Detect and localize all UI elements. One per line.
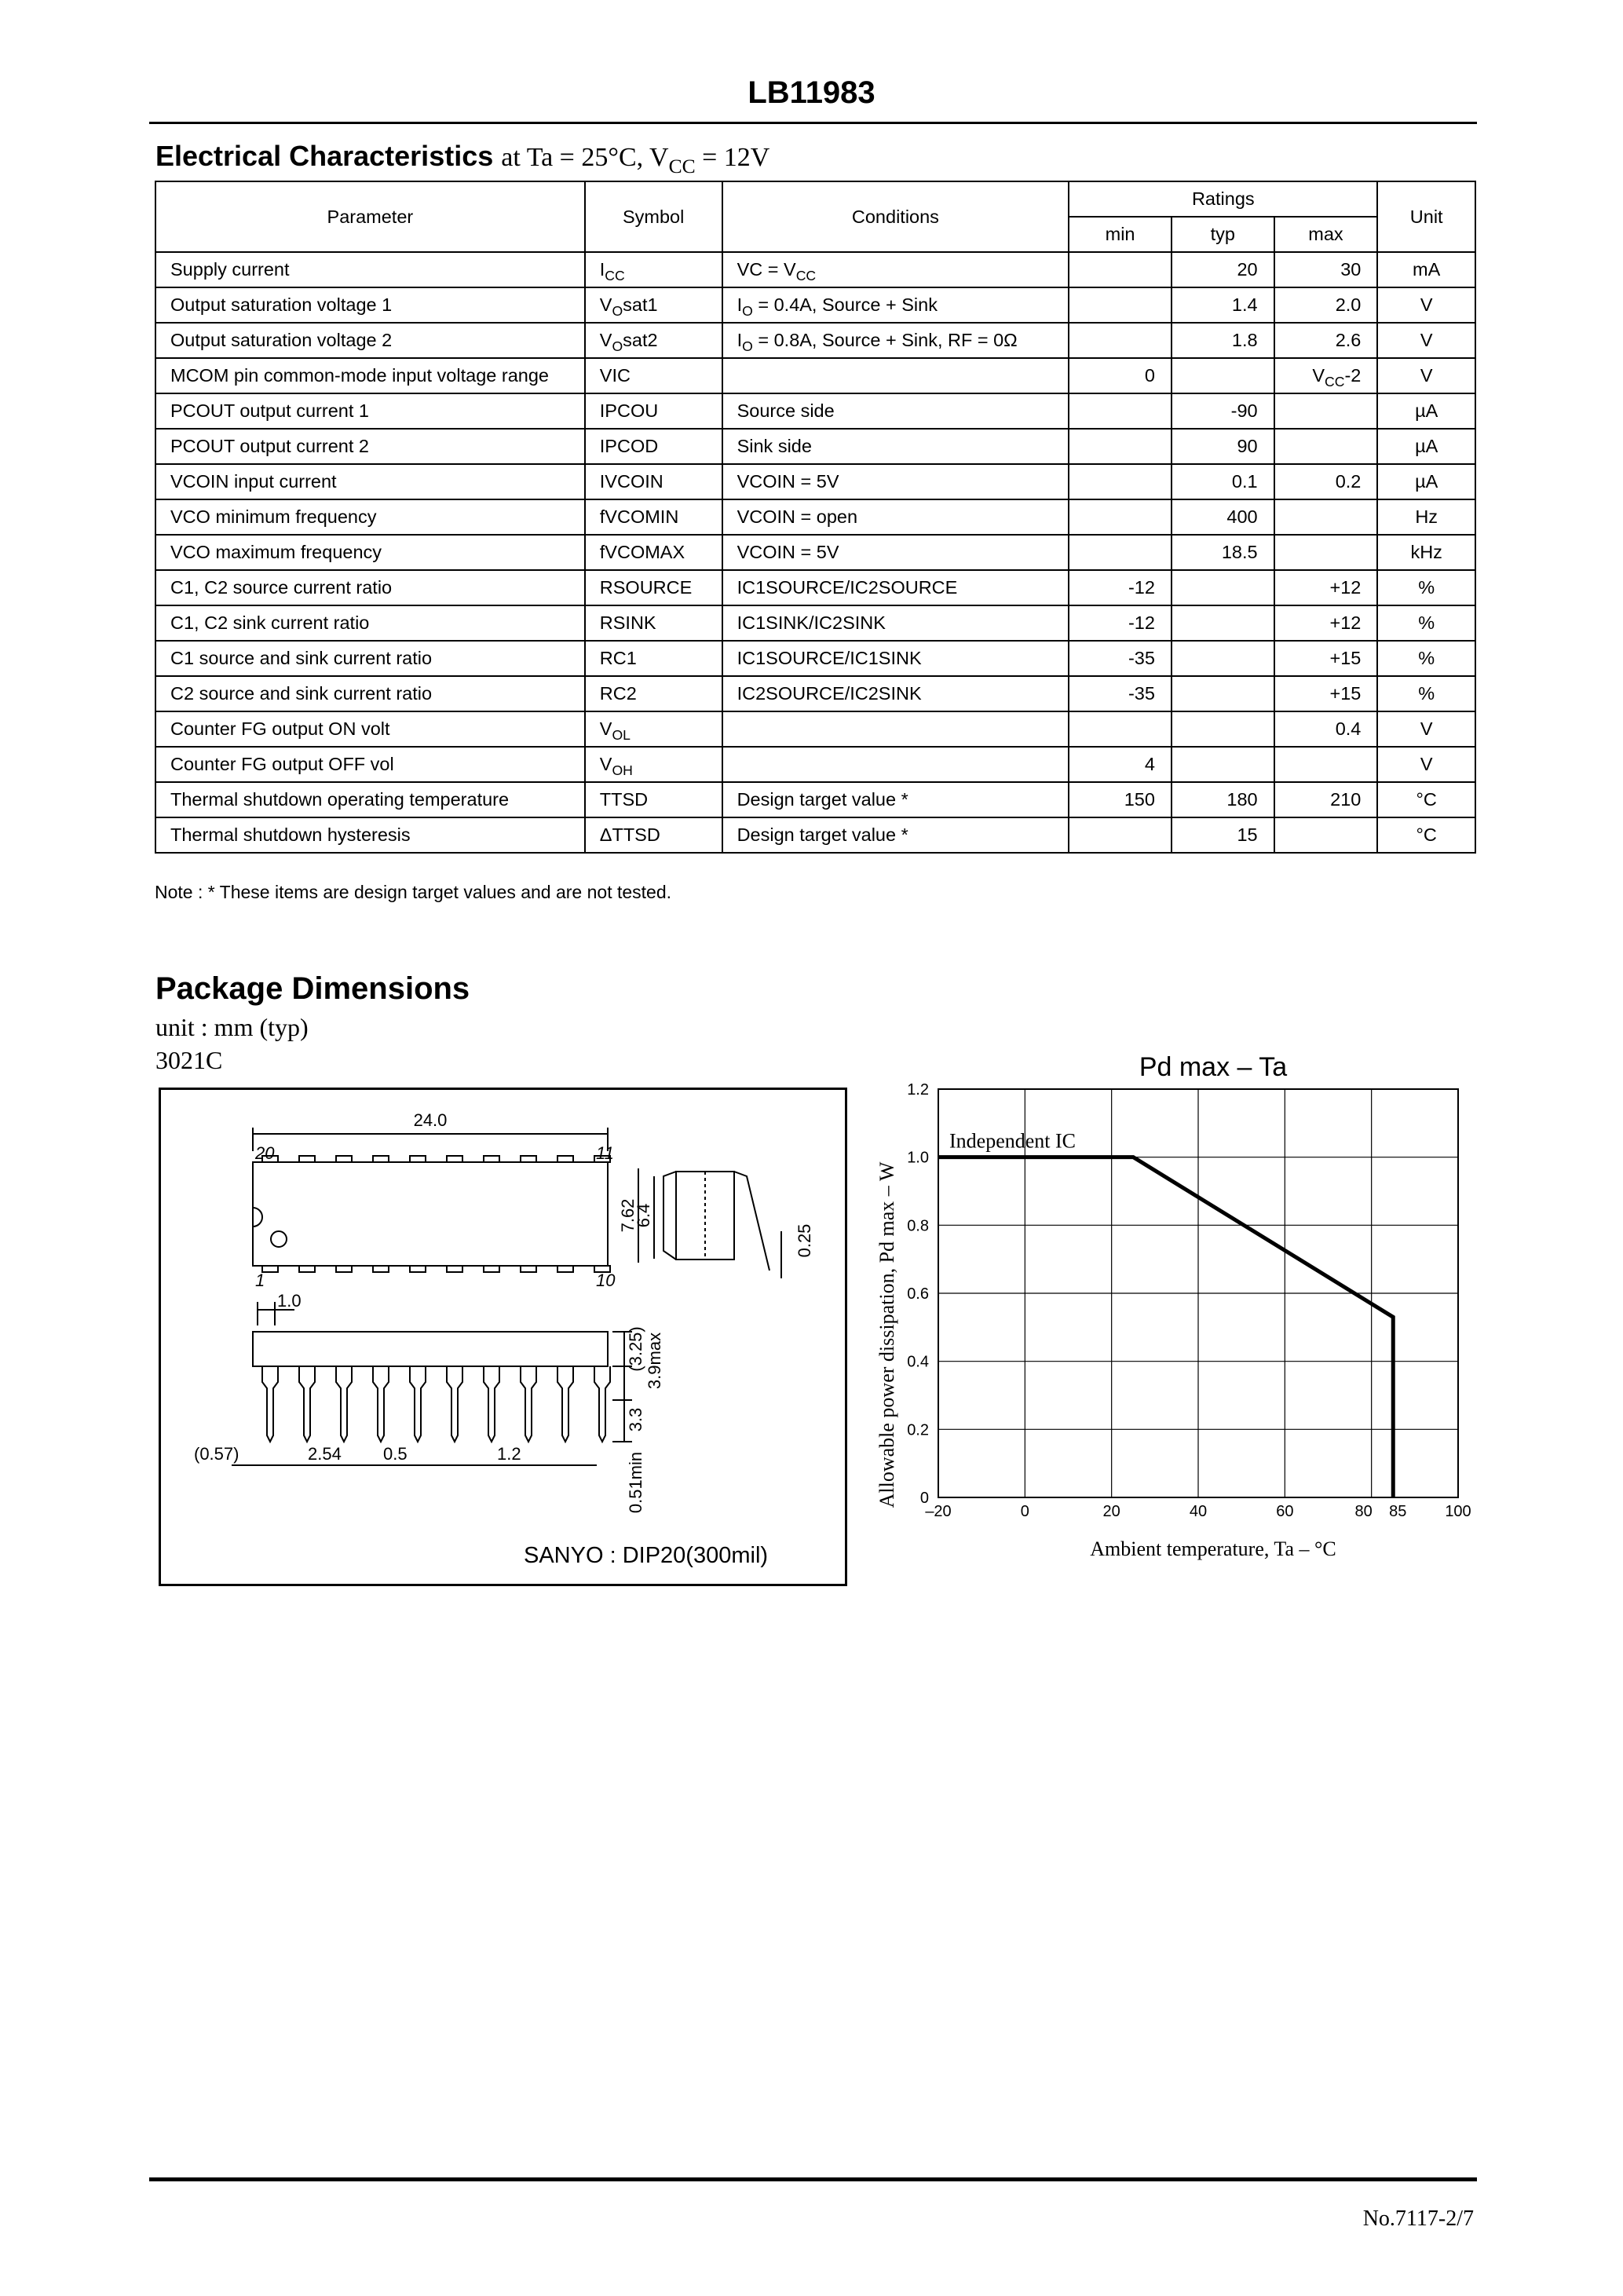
table-note: Note : * These items are design target values and are not tested.: [155, 882, 672, 902]
col-unit: Unit: [1377, 181, 1475, 252]
cell-min: [1069, 287, 1172, 323]
cell-typ: 0.1: [1172, 464, 1274, 499]
table-row: [155, 499, 1475, 535]
cell-symbol: $V_Osat1$: [585, 287, 722, 323]
pin: [521, 1266, 536, 1272]
lead: [336, 1366, 352, 1442]
cell-symbol: IPCOU: [585, 393, 722, 429]
cell-unit: %: [1377, 605, 1475, 641]
cell-conditions: [722, 747, 1069, 782]
side-leads: [262, 1366, 610, 1442]
pin: [373, 1266, 389, 1272]
cell-conditions: VCOIN = open: [722, 499, 1069, 535]
cell-conditions: Source side: [722, 393, 1069, 429]
cell-typ: [1172, 747, 1274, 782]
cell-min: [1069, 464, 1172, 499]
cell-max: 0.4: [1274, 711, 1378, 747]
lead: [557, 1366, 573, 1442]
col-conditions: Conditions: [722, 181, 1069, 252]
lead: [447, 1366, 462, 1442]
cell-typ: [1172, 676, 1274, 711]
cell-unit: µA: [1377, 429, 1475, 464]
cell-max: 0.2: [1274, 464, 1378, 499]
table-row: [155, 429, 1475, 464]
cell-max: 2.6: [1274, 323, 1378, 358]
cell-typ: [1172, 358, 1274, 393]
cell-max: $V_{CC}-2$: [1274, 358, 1378, 393]
cell-min: -35: [1069, 641, 1172, 676]
footer-rule: [149, 2177, 1477, 2181]
cell-unit: µA: [1377, 464, 1475, 499]
pin: [336, 1266, 352, 1272]
lead: [373, 1366, 389, 1442]
cell-conditions: Design target value *: [722, 817, 1069, 853]
cell-max: 2.0: [1274, 287, 1378, 323]
cell-symbol: $I_{CC}$: [585, 252, 722, 287]
cell-conditions: VC = $V_{CC}$: [722, 252, 1069, 287]
table-row: [155, 358, 1475, 393]
dim-body-height: (3.25): [626, 1326, 645, 1372]
pin: [557, 1156, 573, 1162]
dim-pitch: 2.54: [308, 1444, 342, 1464]
dim-edge: (0.57): [194, 1444, 239, 1464]
pin: [336, 1156, 352, 1162]
cell-min: -35: [1069, 676, 1172, 711]
cell-min: 150: [1069, 782, 1172, 817]
chart-series: [938, 1157, 1393, 1497]
table-row: [155, 782, 1475, 817]
cell-conditions: IC1SOURCE/IC1SINK: [722, 641, 1069, 676]
cell-typ: 400: [1172, 499, 1274, 535]
x-tick-label: 85: [1389, 1503, 1407, 1520]
pd-ta-chart: [864, 1040, 1492, 1590]
cell-conditions: IC2SOURCE/IC2SINK: [722, 676, 1069, 711]
cell-symbol: ΔTTSD: [585, 817, 722, 853]
series-label-independent-ic: Independent IC: [949, 1129, 1077, 1153]
cell-typ: -90: [1172, 393, 1274, 429]
cell-symbol: fVCOMIN: [585, 499, 722, 535]
cell-parameter: VCO maximum frequency: [155, 535, 585, 570]
lead: [410, 1366, 426, 1442]
cell-conditions: Design target value *: [722, 782, 1069, 817]
pin-label-11: 11: [596, 1143, 614, 1163]
cell-typ: [1172, 711, 1274, 747]
cell-symbol: $V_{OH}$: [585, 747, 722, 782]
table-row: [155, 747, 1475, 782]
cell-typ: 20: [1172, 252, 1274, 287]
cell-parameter: C1, C2 source current ratio: [155, 570, 585, 605]
chart-ylabel: Allowable power dissipation, Pd max – W: [875, 1161, 898, 1508]
lead: [484, 1366, 499, 1442]
y-tick-label: 0.8: [907, 1217, 929, 1235]
table-row: [155, 535, 1475, 570]
cell-min: [1069, 711, 1172, 747]
cell-conditions: [722, 358, 1069, 393]
ic-body-top: [253, 1162, 608, 1266]
pin-label-10: 10: [596, 1270, 616, 1290]
dim-shoulder-width: 1.2: [497, 1444, 521, 1464]
x-tick-label: 40: [1189, 1503, 1208, 1520]
cell-symbol: TTSD: [585, 782, 722, 817]
package-unit: unit : mm (typ): [155, 1013, 309, 1041]
package-label: SANYO : DIP20(300mil): [524, 1543, 769, 1568]
cell-parameter: VCOIN input current: [155, 464, 585, 499]
cell-max: +15: [1274, 676, 1378, 711]
cell-parameter: MCOM pin common-mode input voltage range: [155, 358, 585, 393]
electrical-heading: [155, 140, 770, 177]
pin: [521, 1156, 536, 1162]
cell-typ: 18.5: [1172, 535, 1274, 570]
y-tick-label: 0.4: [907, 1353, 929, 1371]
pin-label-1: 1: [255, 1270, 265, 1290]
lead: [299, 1366, 315, 1442]
cell-symbol: RC2: [585, 676, 722, 711]
cell-min: [1069, 535, 1172, 570]
cell-min: [1069, 499, 1172, 535]
cell-unit: Hz: [1377, 499, 1475, 535]
cell-unit: V: [1377, 711, 1475, 747]
col-min: min: [1069, 217, 1172, 252]
cell-conditions: VCOIN = 5V: [722, 464, 1069, 499]
package-heading: Package Dimensions: [155, 971, 470, 1006]
lead: [521, 1366, 536, 1442]
cell-symbol: VIC: [585, 358, 722, 393]
x-tick-label: 0: [1020, 1503, 1029, 1520]
ic-body-side: [253, 1332, 608, 1366]
page-number: No.7117-2/7: [1362, 2206, 1474, 2231]
electrical-characteristics-table: [155, 181, 1476, 854]
cell-max: [1274, 747, 1378, 782]
cell-unit: °C: [1377, 817, 1475, 853]
chart-title: Pd max – Ta: [1139, 1052, 1288, 1082]
cell-parameter: Counter FG output OFF vol: [155, 747, 585, 782]
cell-max: +12: [1274, 605, 1378, 641]
cell-unit: V: [1377, 358, 1475, 393]
header-rule: [149, 122, 1477, 124]
lead: [594, 1366, 610, 1442]
dim-lead-thick-label: 0.25: [795, 1223, 814, 1258]
cell-parameter: PCOUT output current 2: [155, 429, 585, 464]
cell-max: 30: [1274, 252, 1378, 287]
series-line-independent-ic: [938, 1157, 1393, 1497]
cell-symbol: fVCOMAX: [585, 535, 722, 570]
cell-max: +15: [1274, 641, 1378, 676]
table-row: [155, 676, 1475, 711]
dim-pitch-offset: 1.0: [277, 1291, 302, 1311]
cell-min: [1069, 393, 1172, 429]
col-typ: typ: [1172, 217, 1274, 252]
bottom-pins: [262, 1266, 610, 1272]
dim-standoff: 0.51min: [626, 1451, 645, 1514]
cell-max: +12: [1274, 570, 1378, 605]
cell-conditions: IC1SINK/IC2SINK: [722, 605, 1069, 641]
cell-typ: 1.8: [1172, 323, 1274, 358]
pin: [484, 1156, 499, 1162]
y-tick-label: 0: [919, 1490, 929, 1507]
pin: [484, 1266, 499, 1272]
cell-typ: [1172, 641, 1274, 676]
package-drawing: [161, 1090, 845, 1584]
cell-parameter: Counter FG output ON volt: [155, 711, 585, 747]
pin: [373, 1156, 389, 1162]
cell-conditions: IC1SOURCE/IC2SOURCE: [722, 570, 1069, 605]
table-row: [155, 711, 1475, 747]
y-tick-label: 1.2: [907, 1081, 929, 1099]
cell-unit: V: [1377, 287, 1475, 323]
cell-max: 210: [1274, 782, 1378, 817]
cell-min: [1069, 252, 1172, 287]
cell-unit: %: [1377, 570, 1475, 605]
cell-max: [1274, 499, 1378, 535]
x-tick-label: 20: [1102, 1503, 1120, 1520]
dim-lead-length: 3.3: [626, 1407, 645, 1432]
cell-conditions: $I_O = 0.4A$, Source + Sink: [722, 287, 1069, 323]
lead: [262, 1366, 278, 1442]
table-row: [155, 570, 1475, 605]
cell-unit: V: [1377, 323, 1475, 358]
col-symbol: Symbol: [585, 181, 722, 252]
cell-max: [1274, 535, 1378, 570]
cell-parameter: C2 source and sink current ratio: [155, 676, 585, 711]
cell-symbol: RC1: [585, 641, 722, 676]
cell-unit: °C: [1377, 782, 1475, 817]
cell-min: [1069, 429, 1172, 464]
y-tick-label: 0.2: [907, 1421, 929, 1439]
table-row: [155, 605, 1475, 641]
cell-parameter: Output saturation voltage 1: [155, 287, 585, 323]
cell-unit: kHz: [1377, 535, 1475, 570]
pin: [299, 1266, 315, 1272]
cell-parameter: C1, C2 sink current ratio: [155, 605, 585, 641]
cell-typ: 180: [1172, 782, 1274, 817]
electrical-table-body: [155, 252, 1475, 853]
electrical-heading-conditions: at Ta = 25°C, $V_{CC} = 12V$: [501, 143, 770, 177]
cell-typ: [1172, 605, 1274, 641]
cell-parameter: PCOUT output current 1: [155, 393, 585, 429]
cell-conditions: VCOIN = 5V: [722, 535, 1069, 570]
cell-typ: 15: [1172, 817, 1274, 853]
cell-max: [1274, 393, 1378, 429]
cell-parameter: Output saturation voltage 2: [155, 323, 585, 358]
table-row: [155, 817, 1475, 853]
ic-notch: [253, 1208, 262, 1227]
cell-min: -12: [1069, 570, 1172, 605]
package-drawing-box: [159, 1088, 847, 1586]
dim-max-height: 3.9max: [645, 1332, 664, 1390]
cell-max: [1274, 817, 1378, 853]
pin: [299, 1156, 315, 1162]
page-title: LB11983: [748, 75, 875, 110]
package-code: 3021C: [155, 1046, 223, 1074]
y-tick-label: 0.6: [907, 1285, 929, 1303]
pin: [447, 1156, 462, 1162]
cell-unit: %: [1377, 676, 1475, 711]
cell-min: 4: [1069, 747, 1172, 782]
pin: [410, 1266, 426, 1272]
table-row: [155, 464, 1475, 499]
cell-parameter: Thermal shutdown hysteresis: [155, 817, 585, 853]
cell-min: 0: [1069, 358, 1172, 393]
table-row: [155, 252, 1475, 287]
table-row: [155, 323, 1475, 358]
end-lead-right: [734, 1172, 769, 1270]
cell-symbol: RSINK: [585, 605, 722, 641]
table-row: [155, 641, 1475, 676]
cell-min: [1069, 323, 1172, 358]
y-tick-label: 1.0: [907, 1149, 929, 1167]
chart-xlabel: Ambient temperature, Ta – °C: [1090, 1537, 1336, 1560]
pin: [410, 1156, 426, 1162]
x-tick-label: 60: [1276, 1503, 1294, 1520]
table-row: [155, 393, 1475, 429]
electrical-heading-title: Electrical Characteristics: [155, 140, 494, 172]
col-parameter: Parameter: [155, 181, 585, 252]
cell-min: [1069, 817, 1172, 853]
cell-parameter: C1 source and sink current ratio: [155, 641, 585, 676]
cell-symbol: IVCOIN: [585, 464, 722, 499]
col-ratings: Ratings: [1069, 181, 1377, 217]
table-row: [155, 287, 1475, 323]
cell-unit: µA: [1377, 393, 1475, 429]
dim-width-outer-label: 7.62: [618, 1198, 638, 1233]
dim-width-inner-label: 6.4: [634, 1203, 653, 1228]
cell-unit: V: [1377, 747, 1475, 782]
top-pins: [262, 1156, 610, 1162]
cell-unit: mA: [1377, 252, 1475, 287]
x-tick-label: 80: [1354, 1503, 1373, 1520]
x-tick-label: –20: [925, 1503, 952, 1520]
cell-symbol: RSOURCE: [585, 570, 722, 605]
end-lead-left: [663, 1172, 676, 1260]
pin1-dot: [271, 1231, 287, 1247]
cell-typ: 1.4: [1172, 287, 1274, 323]
x-tick-label: 100: [1445, 1503, 1471, 1520]
cell-parameter: Supply current: [155, 252, 585, 287]
pin: [557, 1266, 573, 1272]
cell-typ: [1172, 570, 1274, 605]
cell-conditions: $I_O = 0.8A$, Source + Sink, RF = 0Ω: [722, 323, 1069, 358]
col-max: max: [1274, 217, 1378, 252]
cell-min: -12: [1069, 605, 1172, 641]
dim-length: 24.0: [413, 1110, 448, 1130]
cell-symbol: $V_Osat2$: [585, 323, 722, 358]
pin: [447, 1266, 462, 1272]
cell-typ: 90: [1172, 429, 1274, 464]
cell-parameter: VCO minimum frequency: [155, 499, 585, 535]
cell-symbol: $V_{OL}$: [585, 711, 722, 747]
cell-parameter: Thermal shutdown operating temperature: [155, 782, 585, 817]
cell-symbol: IPCOD: [585, 429, 722, 464]
pin-label-20: 20: [255, 1143, 275, 1163]
cell-unit: %: [1377, 641, 1475, 676]
cell-max: [1274, 429, 1378, 464]
cell-conditions: Sink side: [722, 429, 1069, 464]
dim-lead-width: 0.5: [383, 1444, 408, 1464]
cell-conditions: [722, 711, 1069, 747]
